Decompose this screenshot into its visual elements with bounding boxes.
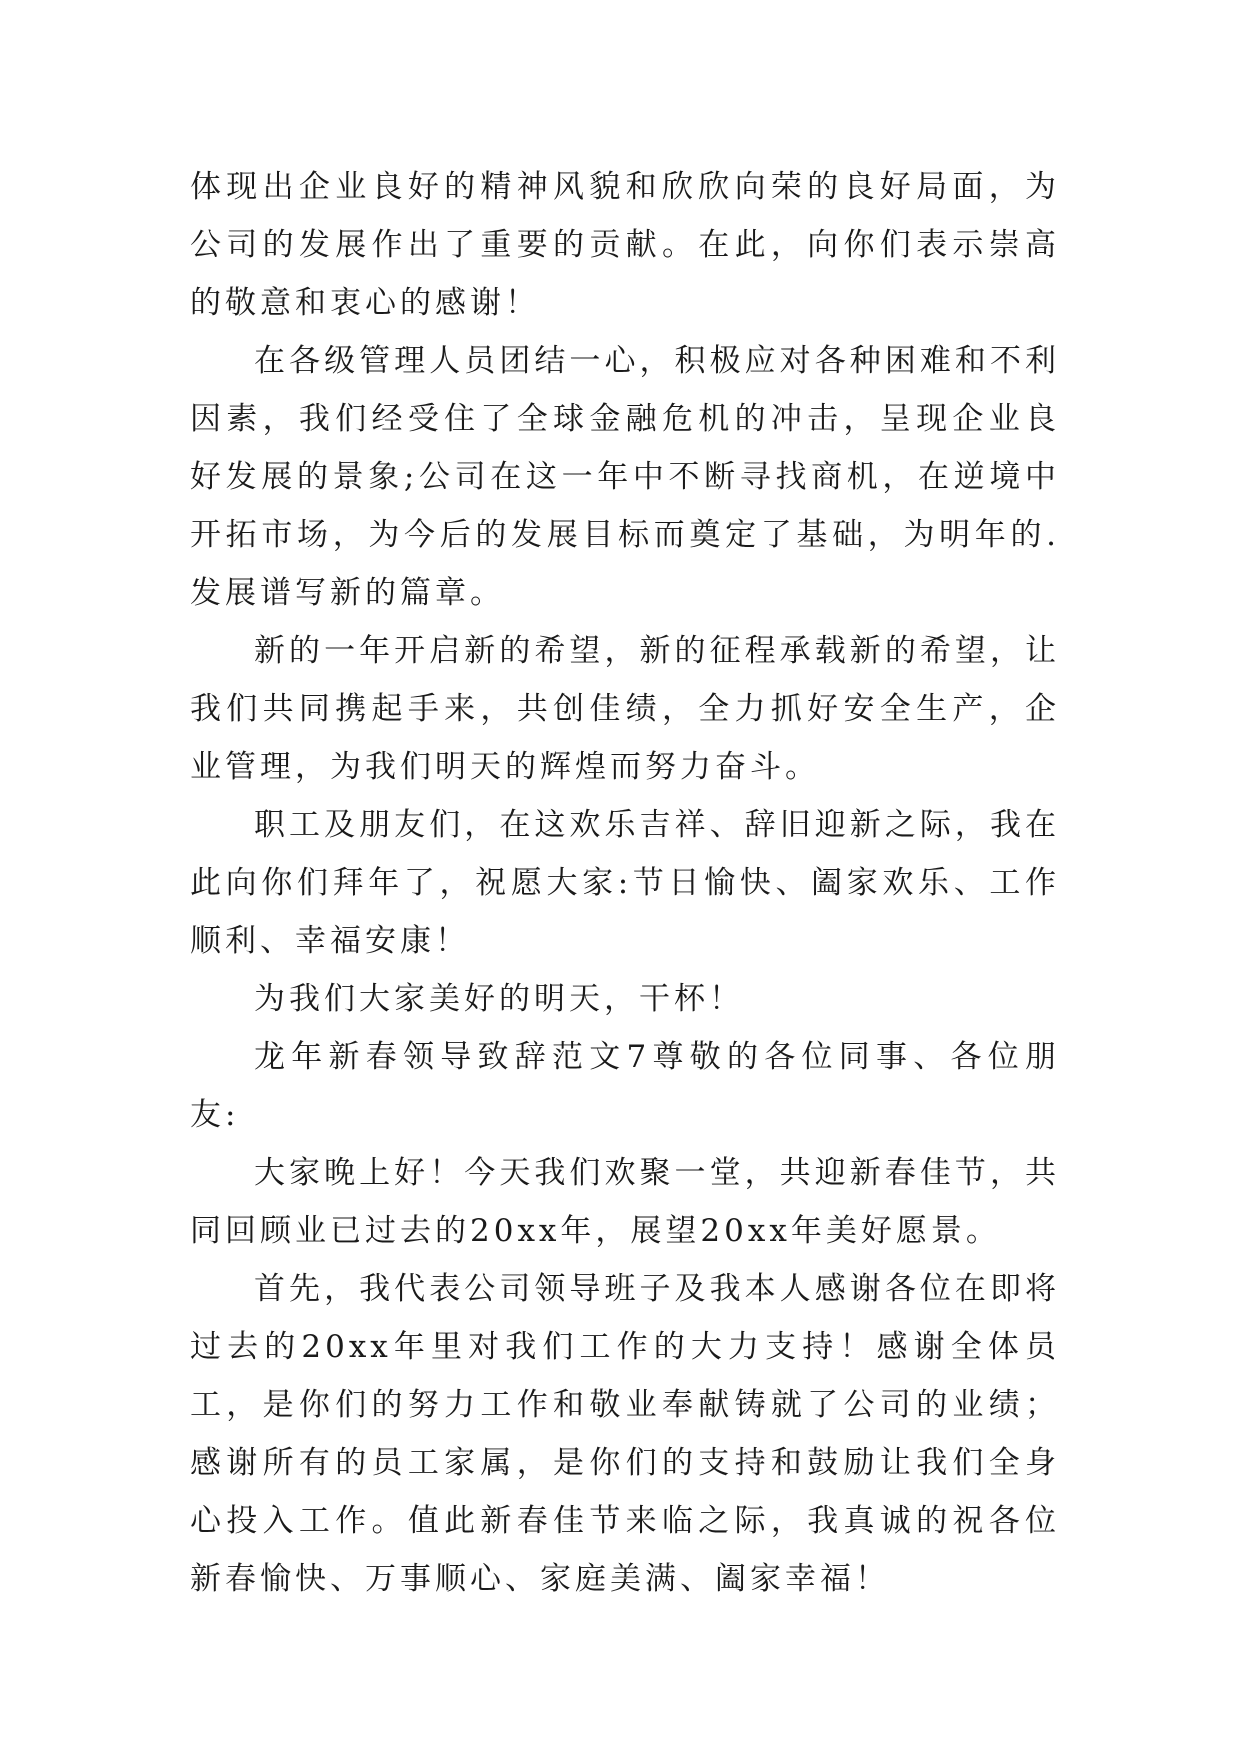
paragraph: 龙年新春领导致辞范文7尊敬的各位同事、各位朋友: <box>190 1039 1060 1133</box>
document-body <box>190 158 1060 1608</box>
paragraph: 在各级管理人员团结一心，积极应对各种困难和不利因素，我们经受住了全球金融危机的冲击，呈现企业良好发展的景象;公司在这一年中不断寻找商机，在逆境中开拓市场，为今后的发展目标而奠定了基础，为明年的.发展谱写新的篇章。 <box>190 343 1060 611</box>
paragraph: 体现出企业良好的精神风貌和欣欣向荣的良好局面，为公司的发展作出了重要的贡献。在此，向你们表示崇高的敬意和衷心的感谢！ <box>190 169 1060 321</box>
paragraph: 首先，我代表公司领导班子及我本人感谢各位在即将过去的20xx年里对我们工作的大力支持！感谢全体员工，是你们的努力工作和敬业奉献铸就了公司的业绩；感谢所有的员工家属，是你们的支持和鼓励让我们全身心投入工作。值此新春佳节来临之际，我真诚的祝各位新春愉快、万事顺心、家庭美满、阖家幸福！ <box>190 1271 1060 1597</box>
paragraph: 新的一年开启新的希望，新的征程承载新的希望，让我们共同携起手来，共创佳绩，全力抓好安全生产，企业管理，为我们明天的辉煌而努力奋斗。 <box>190 633 1060 785</box>
paragraph: 大家晚上好！今天我们欢聚一堂，共迎新春佳节，共同回顾业已过去的20xx年，展望20xx年美好愿景。 <box>190 1155 1060 1249</box>
paragraph: 为我们大家美好的明天，干杯！ <box>254 981 744 1017</box>
paragraph: 职工及朋友们，在这欢乐吉祥、辞旧迎新之际，我在此向你们拜年了，祝愿大家:节日愉快、阖家欢乐、工作顺利、幸福安康！ <box>190 807 1060 959</box>
